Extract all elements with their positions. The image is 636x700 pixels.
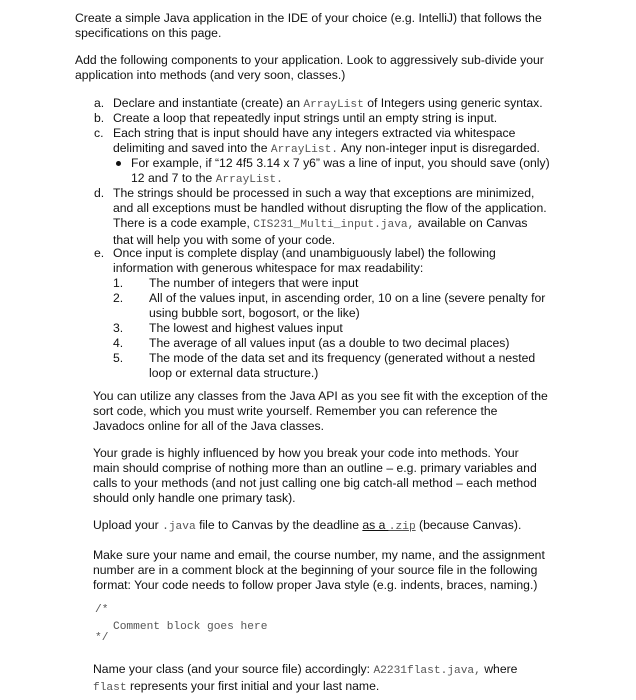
comment-open: /*	[95, 604, 109, 616]
item-text-line-1: The mode of the data set and its frequency (generated without a nested	[149, 351, 536, 365]
list-item-d	[94, 186, 614, 248]
paragraph-line: sort code, which you must write yourself. Remember you can reference the	[93, 404, 498, 418]
numbered-item-4	[113, 336, 613, 351]
paragraph-line: Javadocs online for all of the Java classes.	[93, 419, 325, 433]
item-number: 1.	[113, 276, 124, 290]
intro-line-1: Create a simple Java application in the IDE of your choice (e.g. IntelliJ) that follows the	[75, 11, 542, 25]
list-item-b	[94, 111, 594, 126]
item-label: b.	[94, 111, 105, 125]
api-paragraph	[93, 389, 548, 434]
sub-bullet-example	[116, 156, 616, 188]
numbered-item-1	[113, 276, 613, 291]
item-text: Create a loop that repeatedly input strings until an empty string is input.	[113, 111, 498, 125]
numbered-item-2	[113, 291, 613, 321]
item-text-line-2: and all exceptions must be handled without disrupting the flow of the application.	[113, 201, 547, 215]
item-text-line-2: information with generous whitespace for max readability:	[113, 261, 424, 275]
paragraph-line: number are in a comment block at the beginning of your source file in the following	[93, 563, 538, 577]
item-text-line-1: Each string that is input should have any integers extracted via whitespace	[113, 126, 516, 140]
class-naming-instruction: Name your class (and your source file) accordingly: A2231flast.java, where flast represents your first initial and your last name.	[93, 662, 518, 694]
numbered-list	[113, 276, 613, 381]
components-paragraph	[75, 53, 544, 83]
item-number: 5.	[113, 351, 124, 365]
item-label: e.	[94, 246, 105, 260]
paragraph-line: main should comprise of nothing more than an outline – e.g. primary variables and	[93, 461, 537, 475]
item-text-line-2: delimiting and saved into the ArrayList. Any non-integer input is disregarded.	[113, 141, 540, 156]
components-line-2: application into methods (and very soon, classes.)	[75, 68, 346, 82]
item-label: c.	[94, 126, 104, 140]
comment-body: Comment block goes here	[113, 621, 268, 633]
upload-instruction: Upload your .java file to Canvas by the deadline as a .zip (because Canvas).	[93, 518, 522, 533]
grade-paragraph	[93, 446, 537, 506]
item-text: The average of all values input (as a double to two decimal places)	[149, 336, 510, 350]
bullet-line-1: For example, if “12 4f5 3.14 x 7 y6” was a line of input, you should save (only)	[131, 156, 550, 170]
numbered-item-3	[113, 321, 613, 336]
item-label: a.	[94, 96, 105, 110]
item-number: 4.	[113, 336, 124, 350]
list-item-c	[94, 126, 614, 158]
components-line-1: Add the following components to your application. Look to aggressively sub-divide your	[75, 53, 544, 67]
list-item-e	[94, 246, 614, 276]
paragraph-line: calls to your methods (and not just calling one big catch-all method – each method	[93, 476, 537, 490]
item-text-line-1: Once input is complete display (and unambiguously label) the following	[113, 246, 496, 260]
item-text-line-1: All of the values input, in ascending order, 10 on a line (severe penalty for	[149, 291, 546, 305]
bullet-line-2: 12 and 7 to the ArrayList.	[131, 171, 283, 186]
numbered-item-5	[113, 351, 613, 381]
item-text-line-2: loop or external data structure.)	[149, 366, 319, 380]
item-label: d.	[94, 186, 105, 200]
item-text-line-1: The strings should be processed in such a way that exceptions are minimized,	[113, 186, 535, 200]
intro-paragraph	[75, 11, 542, 41]
item-text: The lowest and highest values input	[149, 321, 343, 335]
comment-close: */	[95, 632, 109, 644]
item-number: 3.	[113, 321, 124, 335]
paragraph-line: format: Your code needs to follow proper Java style (e.g. indents, braces, naming.)	[93, 578, 538, 592]
item-text: Declare and instantiate (create) an ArrayList of Integers using generic syntax.	[113, 96, 543, 111]
item-text-line-2: using bubble sort, bogosort, or the like)	[149, 306, 360, 320]
item-text-line-3: There is a code example, CIS231_Multi_input.java, available on Canvas	[113, 216, 528, 231]
item-number: 2.	[113, 291, 124, 305]
paragraph-line: You can utilize any classes from the Java API as you see fit with the exception of the	[93, 389, 548, 403]
item-text: The number of integers that were input	[149, 276, 359, 290]
bullet-dot-icon	[116, 161, 121, 166]
header-comment-paragraph	[93, 548, 545, 593]
item-text-line-4: that will help you with some of your code.	[113, 233, 336, 247]
paragraph-line: Your grade is highly influenced by how you break your code into methods. Your	[93, 446, 519, 460]
paragraph-line: should only handle one primary task).	[93, 491, 296, 505]
intro-line-2: specifications on this page.	[75, 26, 222, 40]
paragraph-line: Make sure your name and email, the course number, my name, and the assignment	[93, 548, 545, 562]
